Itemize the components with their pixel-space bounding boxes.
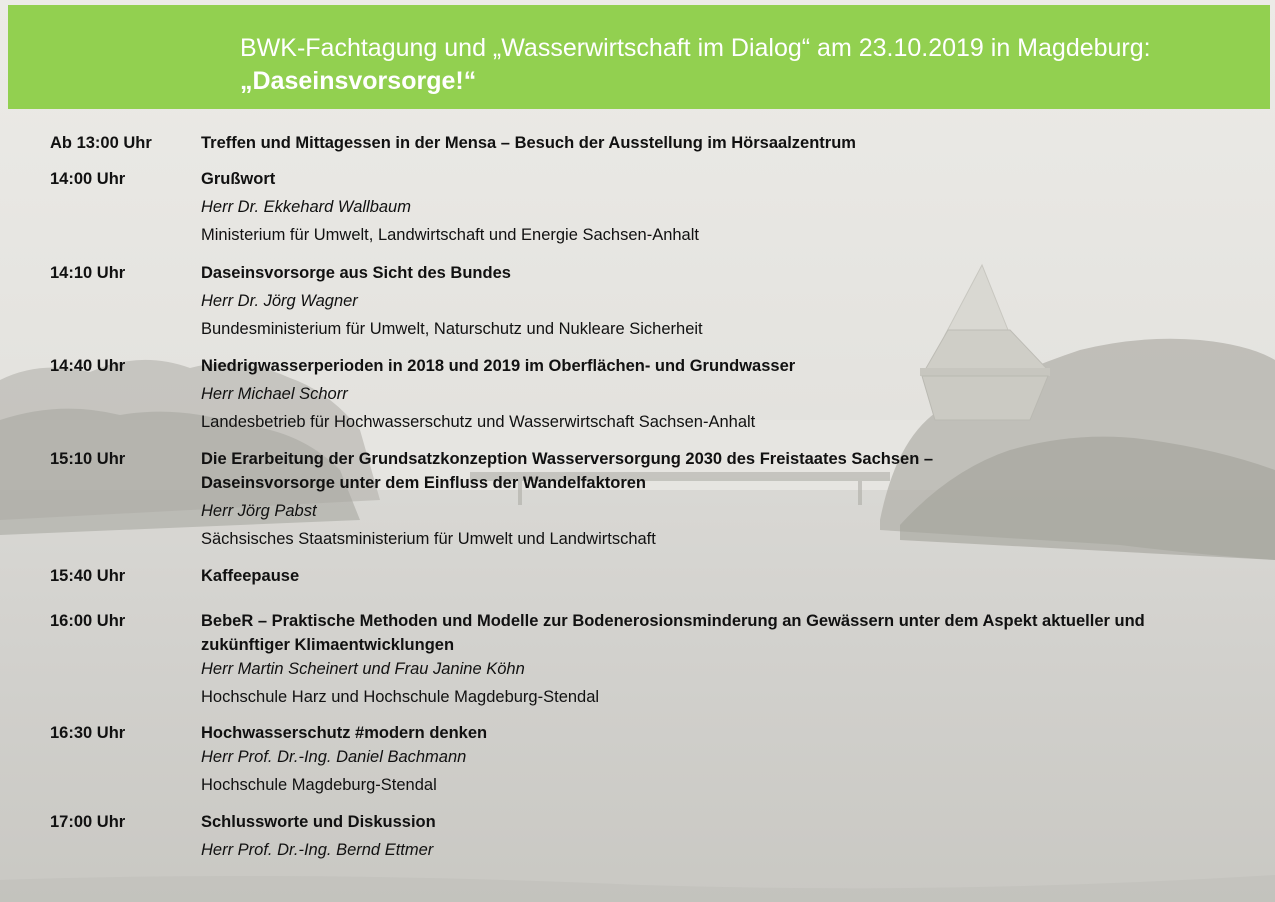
session-speaker: Herr Jörg Pabst: [201, 502, 317, 520]
session-title: Treffen und Mittagessen in der Mensa – Besuch der Ausstellung im Hörsaalzentrum: [201, 134, 856, 152]
session-content: [201, 564, 1211, 588]
session-time: 14:00 Uhr: [50, 170, 126, 188]
session-speaker: Herr Dr. Ekkehard Wallbaum: [201, 198, 411, 216]
event-subtitle: „Daseinsvorsorge!“: [240, 67, 477, 95]
session-title: BebeR – Praktische Methoden und Modelle zur Bodenerosionsminderung an Gewässern unter dem Aspekt aktueller und: [201, 612, 1145, 630]
session-organization: Bundesministerium für Umwelt, Naturschutz und Nukleare Sicherheit: [201, 320, 703, 338]
event-title-block: [240, 32, 1260, 98]
session-content: [201, 261, 1211, 341]
session-time: 14:10 Uhr: [50, 264, 126, 282]
session-title: Niedrigwasserperioden in 2018 und 2019 im Oberflächen- und Grundwasser: [201, 357, 796, 375]
session-content: [201, 810, 1211, 862]
session-title-line-2: zukünftiger Klimaentwicklungen: [201, 636, 455, 654]
header-banner: [8, 5, 1270, 109]
session-title: Hochwasserschutz #modern denken: [201, 724, 488, 742]
session-time: 14:40 Uhr: [50, 357, 126, 375]
session-time: 17:00 Uhr: [50, 813, 126, 831]
session-time: Ab 13:00 Uhr: [50, 134, 152, 152]
event-title: BWK-Fachtagung und „Wasserwirtschaft im Dialog“ am 23.10.2019 in Magdeburg:: [240, 34, 1151, 62]
session-speaker: Herr Dr. Jörg Wagner: [201, 292, 358, 310]
session-title: Kaffeepause: [201, 567, 300, 585]
session-content: [201, 167, 1211, 247]
session-speaker: Herr Martin Scheinert und Frau Janine Köhn: [201, 660, 525, 678]
session-content: [201, 354, 1211, 434]
session-organization: Hochschule Magdeburg-Stendal: [201, 776, 437, 794]
session-speaker: Herr Michael Schorr: [201, 385, 348, 403]
session-time: 16:30 Uhr: [50, 724, 126, 742]
session-time: 15:10 Uhr: [50, 450, 126, 468]
session-title: Grußwort: [201, 170, 276, 188]
session-time: 15:40 Uhr: [50, 567, 126, 585]
session-title: Die Erarbeitung der Grundsatzkonzeption Wasserversorgung 2030 des Freistaates Sachsen –: [201, 450, 934, 468]
session-content: [201, 131, 1211, 155]
session-speaker: Herr Prof. Dr.-Ing. Daniel Bachmann: [201, 748, 467, 766]
session-organization: Hochschule Harz und Hochschule Magdeburg-Stendal: [201, 688, 600, 706]
session-time: 16:00 Uhr: [50, 612, 126, 630]
session-title: Daseinsvorsorge aus Sicht des Bundes: [201, 264, 511, 282]
session-content: [201, 447, 1211, 551]
session-title: Schlussworte und Diskussion: [201, 813, 436, 831]
session-speaker: Herr Prof. Dr.-Ing. Bernd Ettmer: [201, 841, 434, 859]
session-content: [201, 609, 1211, 709]
session-organization: Ministerium für Umwelt, Landwirtschaft und Energie Sachsen-Anhalt: [201, 226, 699, 244]
session-organization: Sächsisches Staatsministerium für Umwelt und Landwirtschaft: [201, 530, 656, 548]
session-title-line-2: Daseinsvorsorge unter dem Einfluss der Wandelfaktoren: [201, 474, 647, 492]
session-organization: Landesbetrieb für Hochwasserschutz und Wasserwirtschaft Sachsen-Anhalt: [201, 413, 756, 431]
session-content: [201, 721, 1211, 797]
